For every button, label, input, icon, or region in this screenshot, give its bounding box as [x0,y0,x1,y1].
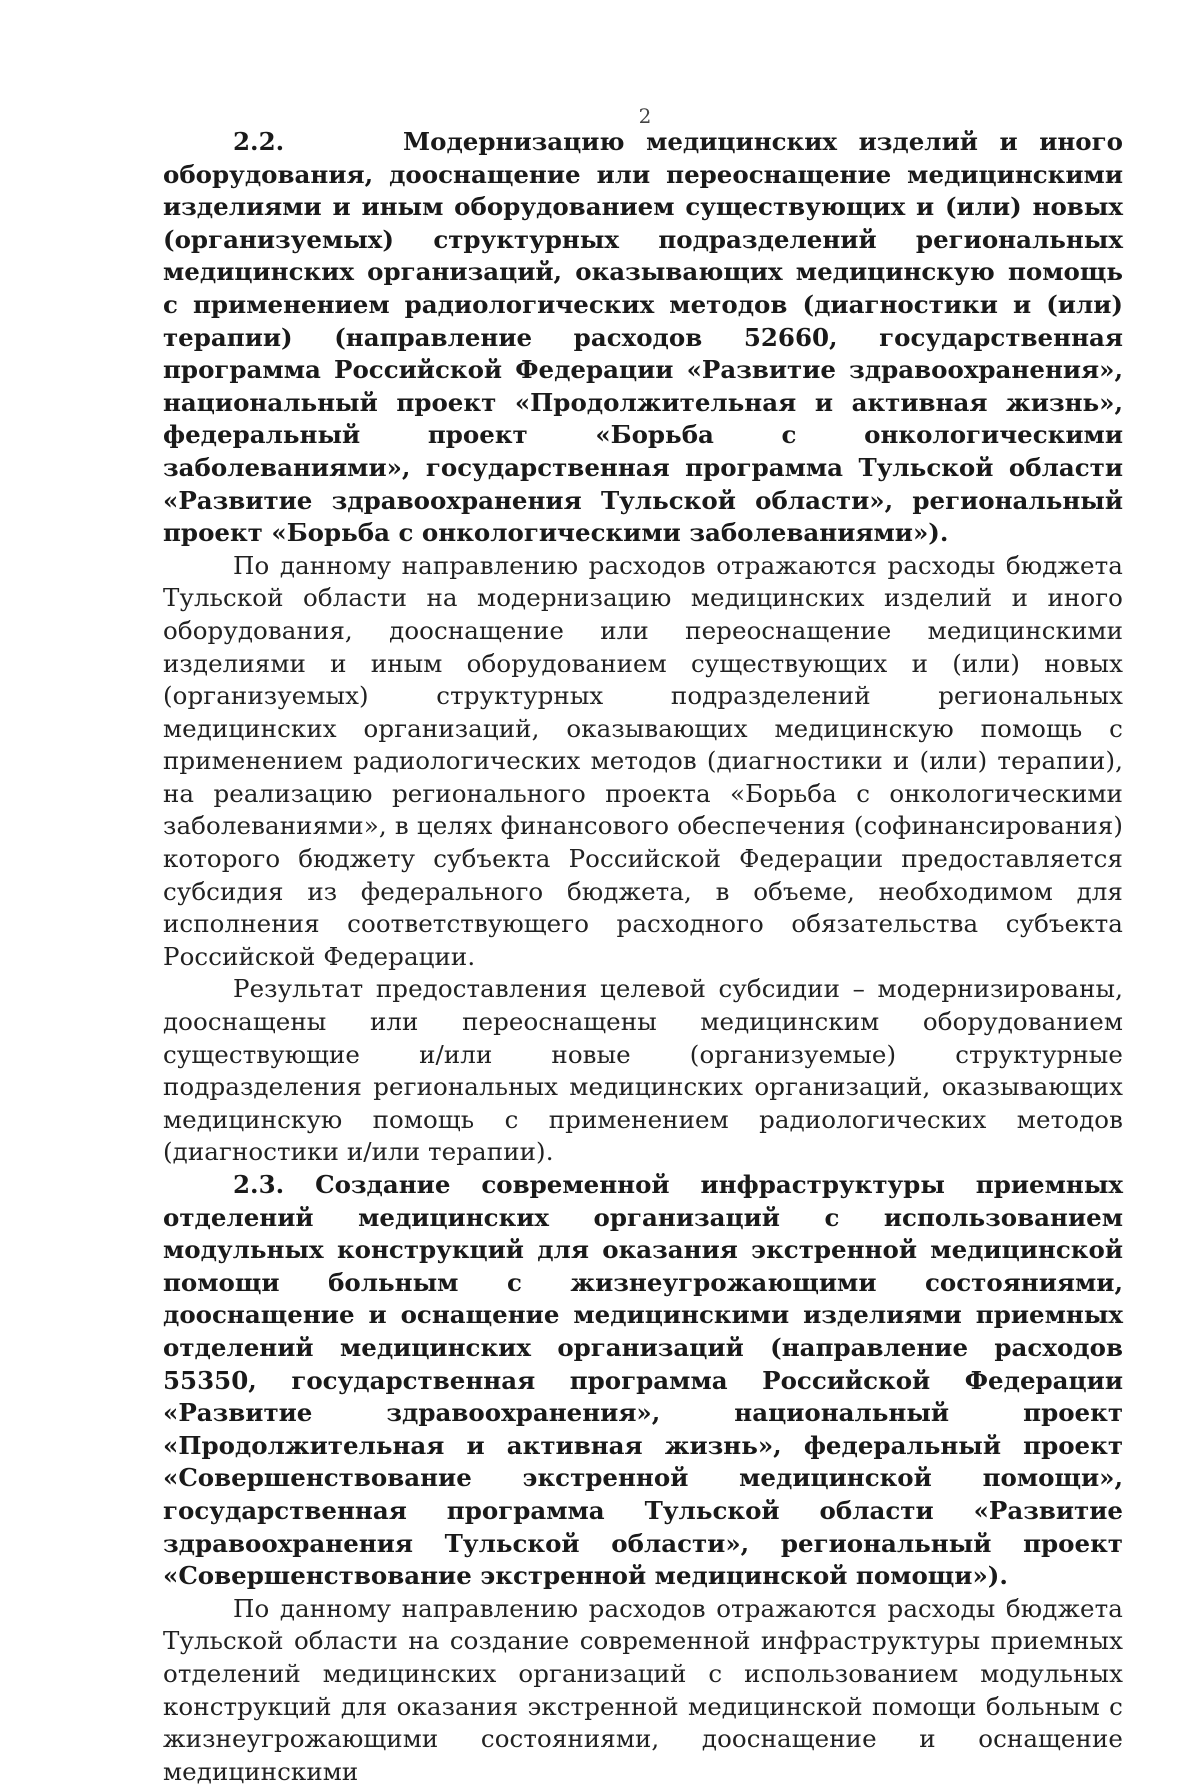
section-2-2-result: Результат предоставления целевой субсидии – модернизированы, дооснащены или переоснащены медицинским оборудованием существующие и/или новые (организуемые) структурные подразделения региональных медицинских организаций, оказывающих медицинскую помощь с применением радиологических методов (диагностики и/или терапии). [163,974,1123,1167]
page-number: 2 [638,104,652,128]
section-2-3-heading: 2.3. Создание современной инфраструктуры приемных отделений медицинских организаций с использованием модульных конструкций для оказания экстренной медицинской помощи больным с жизнеугрожающими состояниями, дооснащение и оснащение медицинскими изделиями приемных отделений медицинских организаций (направление расходов 55350, государственная программа Российской Федерации «Развитие здравоохранения», национальный проект «Продолжительная и активная жизнь», федеральный проект «Совершенствование экстренной медицинской помощи», государственная программа Тульской области «Развитие здравоохранения Тульской области», региональный проект «Совершенствование экстренной медицинской помощи»). [163,1170,1123,1591]
section-2-2-description: По данному направлению расходов отражаются расходы бюджета Тульской области на модернизацию медицинских изделий и иного оборудования, дооснащение или переоснащение медицинскими изделиями и иным оборудованием существующих и (или) новых (организуемых) структурных подразделений региональных медицинских организаций, оказывающих медицинскую помощь с применением радиологических методов (диагностики и (или) терапии), на реализацию регионального проекта «Борьба с онкологическими заболеваниями», в целях финансового обеспечения (софинансирования) которого бюджету субъекта Российской Федерации предоставляется субсидия из федерального бюджета, в объеме, необходимом для исполнения соответствующего расходного обязательства субъекта Российской Федерации. [163,550,1123,971]
section-2-2-heading [163,126,1123,550]
section-2-2-text: Модернизацию медицинских изделий и иного оборудования, дооснащение или переоснащение медицинскими изделиями и иным оборудованием существующих и (или) новых (организуемых) структурных подразделений региональных медицинских организаций, оказывающих медицинскую помощь с применением радиологических методов (диагностики и (или) терапии) (направление расходов 52660, государственная программа Российской Федерации «Развитие здравоохранения», национальный проект «Продолжительная и активная жизнь», федеральный проект «Борьба с онкологическими заболеваниями», государственная программа Тульской области «Развитие здравоохранения Тульской области», региональный проект «Борьба с онкологическими заболеваниями»). [163,127,1123,548]
document-body [163,126,1123,1788]
section-number: 2.2. [233,127,285,156]
section-2-3-description: По данному направлению расходов отражаются расходы бюджета Тульской области на создание современной инфраструктуры приемных отделений медицинских организаций с использованием модульных конструкций для оказания экстренной медицинской помощи больным с жизнеугрожающими состояниями, дооснащение и оснащение медицинскими [163,1593,1123,1786]
